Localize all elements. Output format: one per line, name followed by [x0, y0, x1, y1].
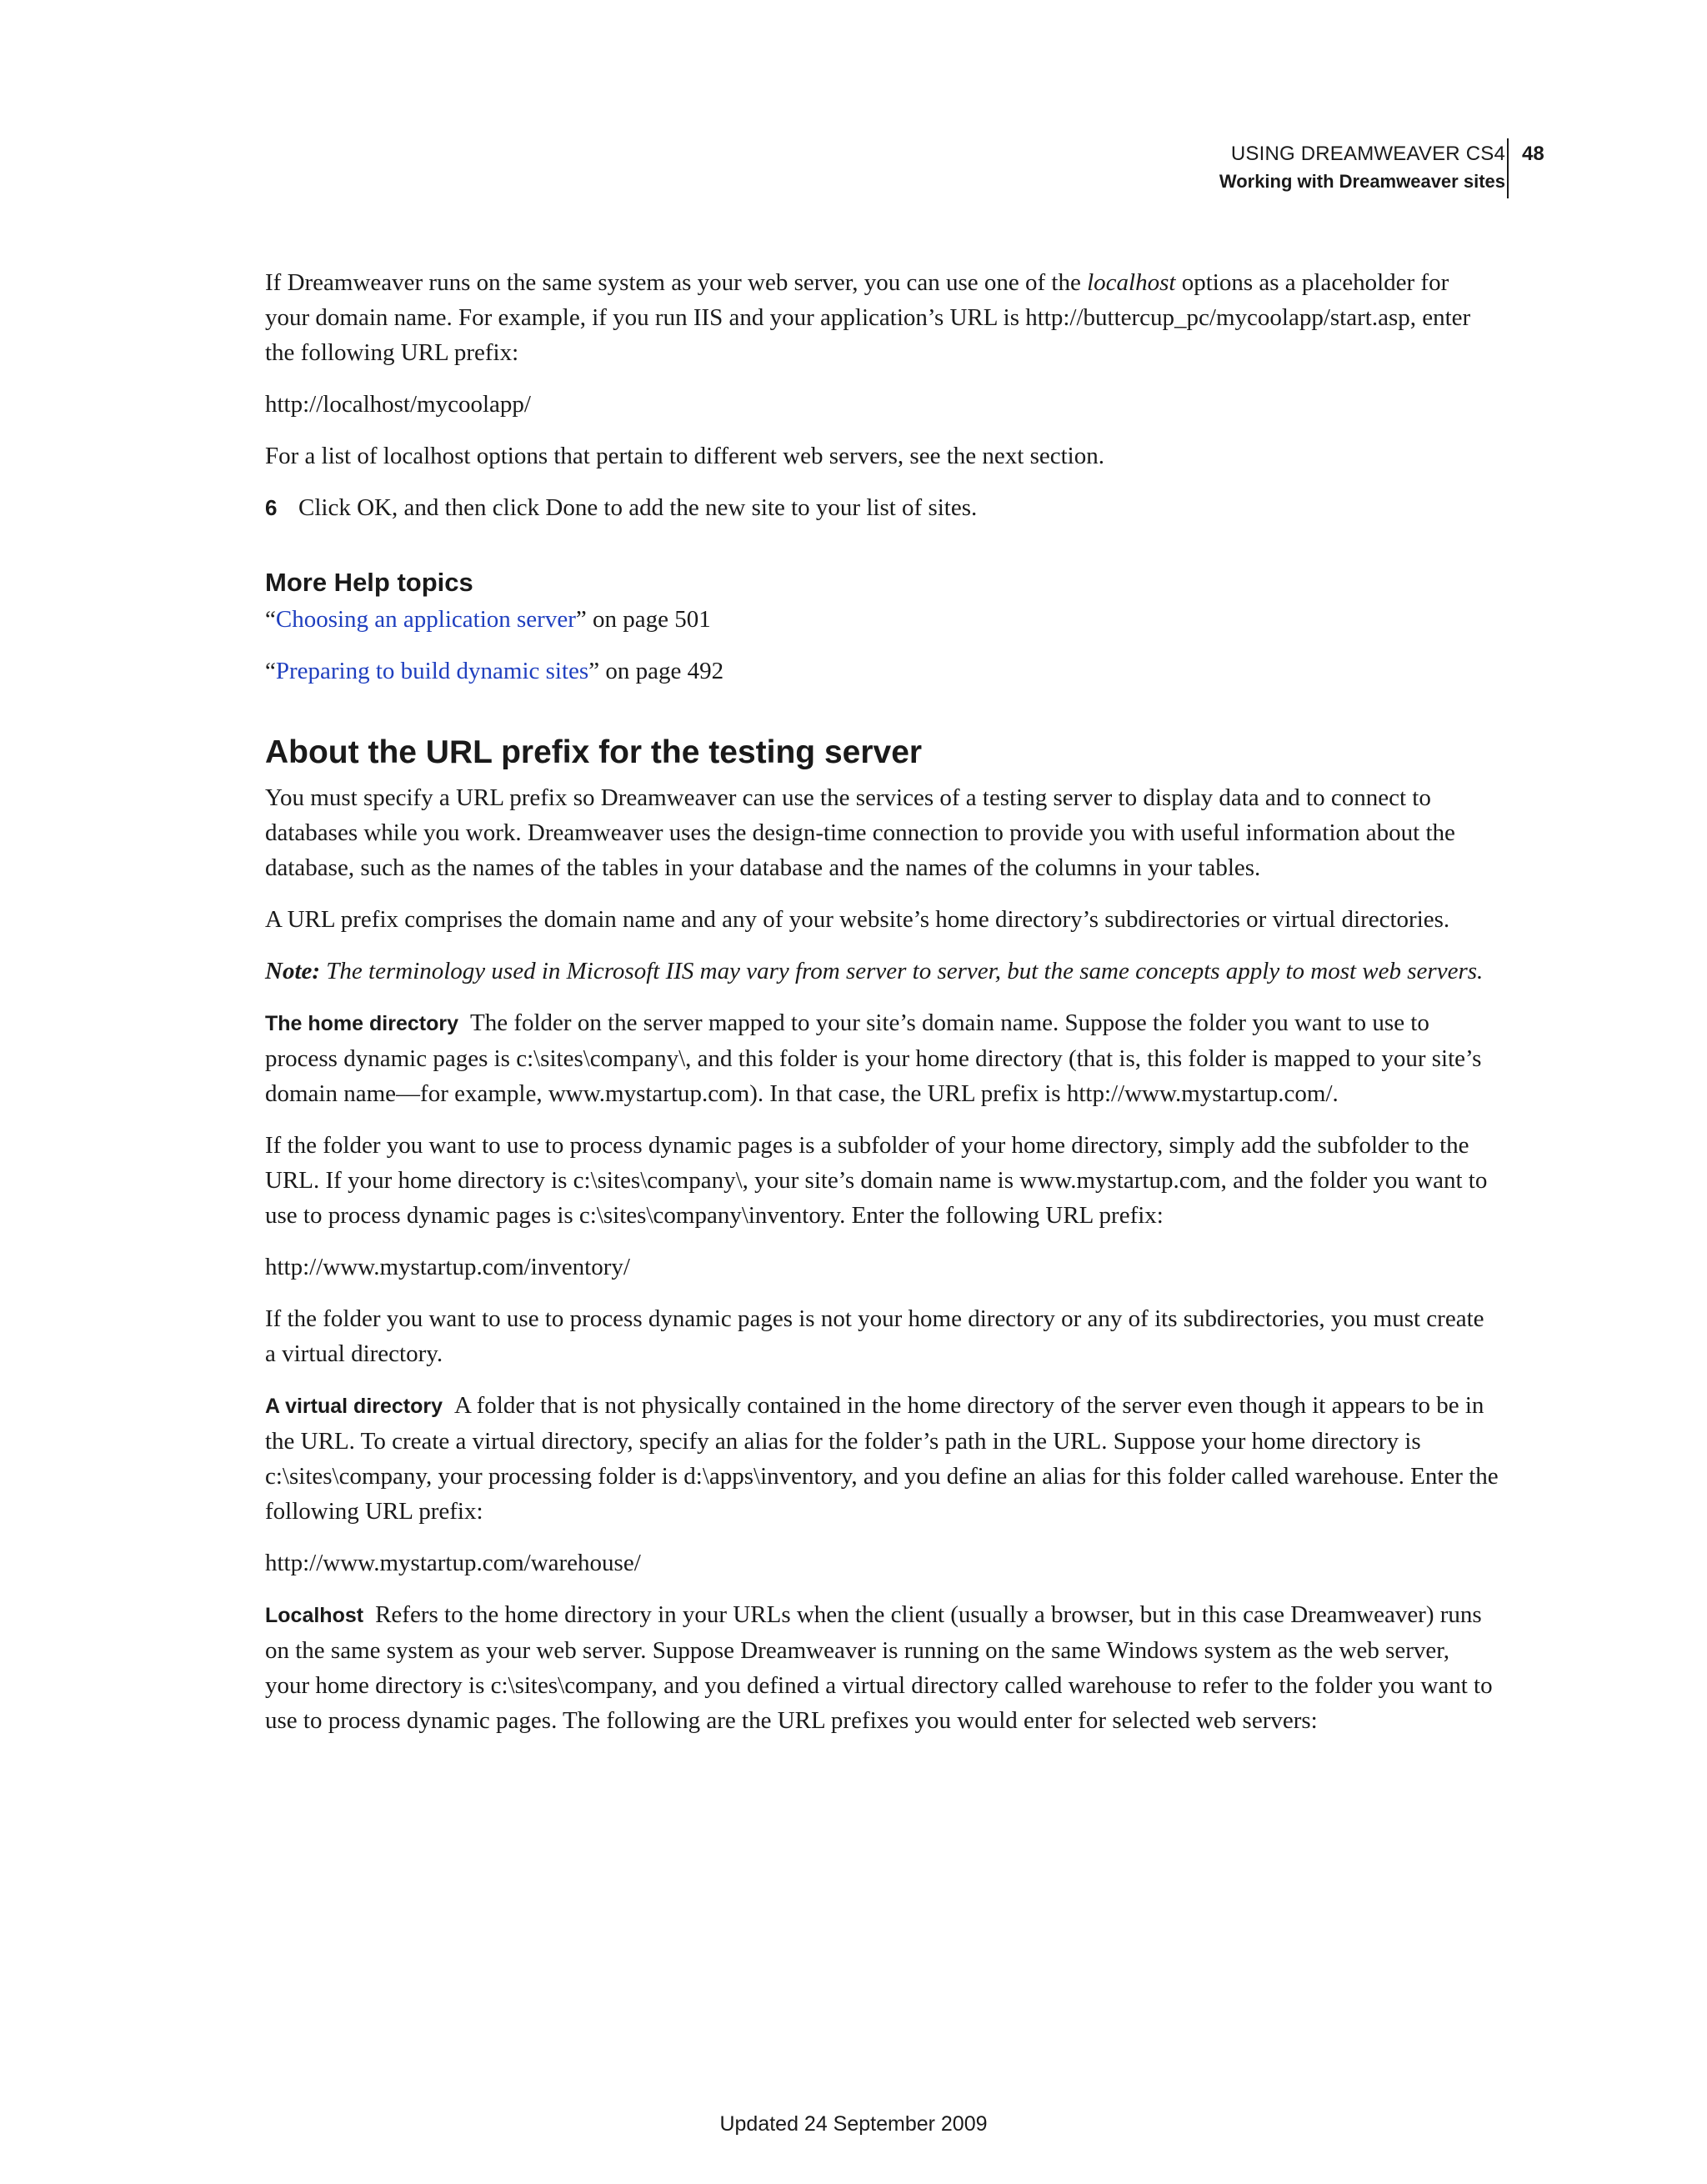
term-home-directory: The home directory [265, 1012, 458, 1035]
book-title: USING DREAMWEAVER CS4 [1230, 143, 1505, 165]
running-head [1219, 140, 1505, 195]
more-help-heading: More Help topics [265, 568, 473, 597]
page-reference: ” on page 501 [575, 606, 711, 633]
note [265, 954, 1499, 989]
definition-text: A folder that is not physically contained in the home directory of the server even though it appears to be in the URL. To create a virtual directory, specify an alias for the folder’s path in the URL. Suppose your home directory is c:\sites\company, your processing folder is d:\apps\inventory, and you define an alias for this folder called warehouse. Enter the following URL prefix: [265, 1392, 1499, 1525]
code-url-prefix-inventory: http://www.mystartup.com/inventory/ [265, 1254, 630, 1280]
note-text: The terminology used in Microsoft IIS may vary from server to server, but the same concepts apply to most web servers. [320, 958, 1484, 984]
text-run: If Dreamweaver runs on the same system as your web server, you can use one of the [265, 269, 1088, 296]
page-number: 48 [1522, 143, 1544, 165]
term-virtual-directory: A virtual directory [265, 1395, 443, 1418]
link-choosing-application-server[interactable]: Choosing an application server [275, 606, 576, 633]
paragraph-url-prefix-definition: A URL prefix comprises the domain name and any of your website’s home directory’s subdirectories or virtual directories. [265, 906, 1450, 933]
definition-text: Refers to the home directory in your URLs when the client (usually a browser, but in this case Dreamweaver) runs on the same system as your web server. Suppose Dreamweaver is running on the same Windows system as the web server, your home directory is c:\sites\company, and you defined a virtual directory called warehouse to refer to the folder you want to use to process dynamic pages. The following are the URL prefixes you would enter for selected web servers: [265, 1601, 1493, 1734]
header-divider [1507, 138, 1509, 198]
help-topic-item [265, 654, 1499, 689]
paragraph-see-next-section: For a list of localhost options that pertain to different web servers, see the next section. [265, 443, 1104, 469]
link-preparing-dynamic-sites[interactable]: Preparing to build dynamic sites [275, 658, 589, 684]
paragraph-url-prefix-purpose: You must specify a URL prefix so Dreamweaver can use the services of a testing server to display data and to connect to databases while you work. Dreamweaver uses the design-time connection to provide you with useful information about the database, such as the names of the tables in your database and the names of the columns in your tables. [265, 784, 1455, 881]
text-run: options as a placeholder for your domain name. For example, if you run IIS and your application’s URL is http://buttercup_pc/mycoolapp/start.asp, enter the following URL prefix: [265, 269, 1471, 366]
definition-localhost [265, 1597, 1499, 1738]
help-topic-item [265, 602, 1499, 637]
paragraph-localhost-intro [265, 265, 1499, 370]
section-heading: About the URL prefix for the testing server [265, 734, 923, 770]
step-text: Click OK, and then click Done to add the new site to your list of sites. [298, 494, 978, 521]
footer-updated-date: Updated 24 September 2009 [719, 2112, 988, 2136]
quote-mark: “ [265, 658, 276, 684]
page-body [265, 265, 1499, 1755]
step-6 [265, 490, 1499, 525]
definition-virtual-directory [265, 1388, 1499, 1529]
code-url-prefix-localhost: http://localhost/mycoolapp/ [265, 391, 531, 418]
quote-mark: “ [265, 606, 276, 633]
note-label: Note: [265, 958, 321, 984]
chapter-title: Working with Dreamweaver sites [1219, 171, 1505, 192]
step-number: 6 [265, 495, 278, 520]
code-url-prefix-warehouse: http://www.mystartup.com/warehouse/ [265, 1550, 641, 1576]
paragraph-subfolder: If the folder you want to use to process dynamic pages is a subfolder of your home directory, simply add the subfolder to the URL. If your home directory is c:\sites\company\, your site’s domain name is www.mystartup.com, and the folder you want to use to process dynamic pages is c:\sites\company\inventory. Enter the following URL prefix: [265, 1132, 1488, 1229]
definition-text: The folder on the server mapped to your site’s domain name. Suppose the folder you want to use to process dynamic pages is c:\sites\company\, and this folder is your home directory (that is, this folder is mapped to your site’s domain name—for example, www.mystartup.com). In that case, the URL prefix is http://www.mystartup.com/. [265, 1009, 1482, 1107]
definition-home-directory [265, 1005, 1499, 1111]
page-reference: ” on page 492 [588, 658, 724, 684]
term-localhost: Localhost [265, 1604, 364, 1627]
paragraph-virtual-directory-needed: If the folder you want to use to process dynamic pages is not your home directory or any of its subdirectories, you must create a virtual directory. [265, 1305, 1484, 1367]
emphasis-localhost: localhost [1087, 269, 1176, 296]
